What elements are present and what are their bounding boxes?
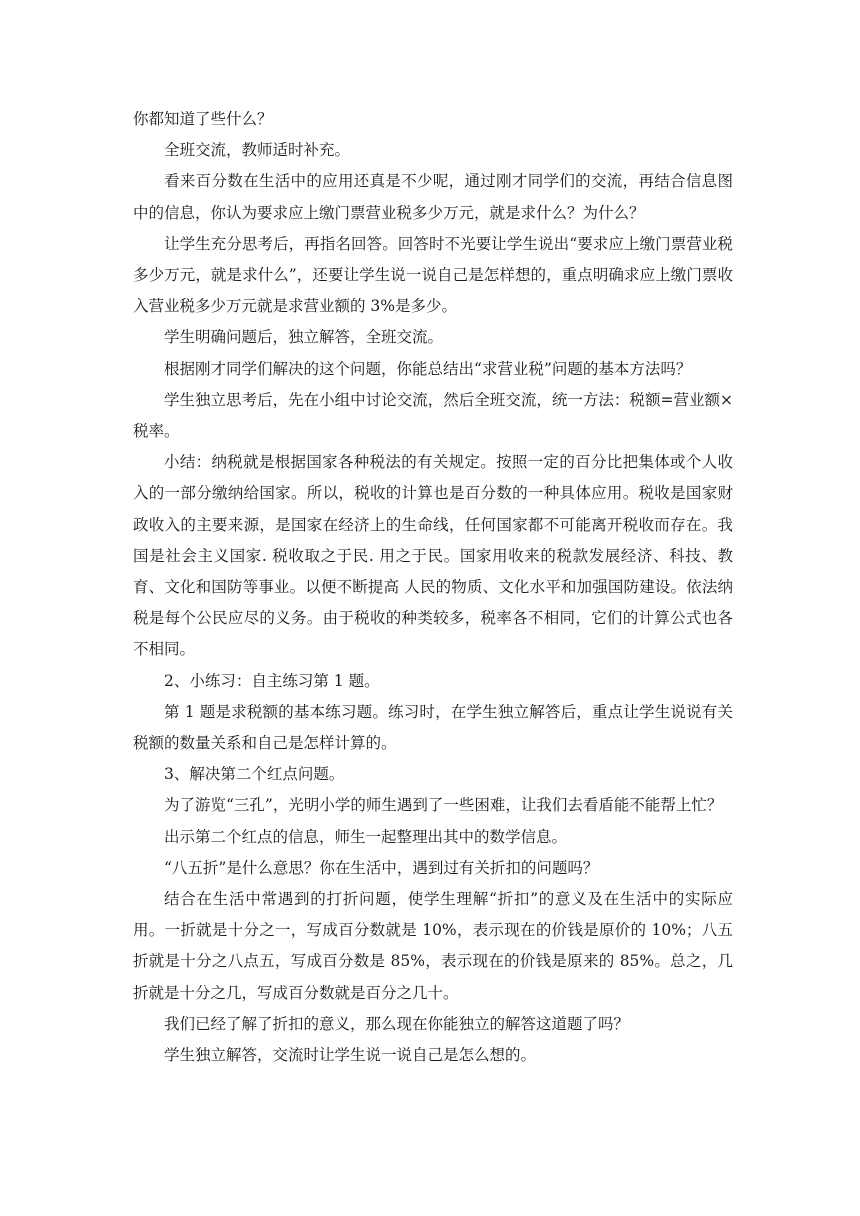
paragraph: 让学生充分思考后，再指名回答。回答时不光要让学生说出“要求应上缴门票营业税多少万元，就是求什么”，还要让学生说一说自己是怎样想的，重点明确求应上缴门票收入营业税多少万元就是求营业额的 3%是多少。 [133,234,733,316]
paragraph: 你都知道了些什么？ [133,110,273,128]
document-page [133,104,733,1071]
summary-paragraph: 小结：纳税就是根据国家各种税法的有关规定。按照一定的百分比把集体或个人收入的一部分缴纳给国家。所以，税收的计算也是百分数的一种具体应用。税收是国家财政收入的主要来源，是国家在经济上的生命线，任何国家都不可能离开税收而存在。我国是社会主义国家. 税收取之于民. 用之于民。国家用收来的税款发展经济、科技、教育、文化和国防等事业。以便不断提高 人民的物质、文化水平和加强国防建设。依法纳税是每个公民应尽的义务。由于税收的种类较多，税率各不相同，它们的计算公式也各不相同。 [133,453,733,659]
paragraph: 学生明确问题后，独立解答，全班交流。 [164,328,444,347]
paragraph: 根据刚才同学们解决的这个问题，你能总结出“求营业税”问题的基本方法吗？ [164,359,692,378]
section-heading: 2、小练习：自主练习第 1 题。 [164,671,380,690]
paragraph: 学生独立思考后，先在小组中讨论交流，然后全班交流，统一方法：税额=营业额×税率。 [133,390,733,441]
paragraph: 学生独立解答，交流时让学生说一说自己是怎么想的。 [164,1046,537,1065]
paragraph: 出示第二个红点的信息，师生一起整理出其中的数学信息。 [164,827,568,846]
paragraph: “八五折”是什么意思？你在生活中，遇到过有关折扣的问题吗？ [164,858,599,877]
paragraph: 结合在生活中常遇到的打折问题，使学生理解“折扣”的意义及在生活中的实际应用。一折就是十分之一，写成百分数就是 10%，表示现在的价钱是原价的 10%；八五折就是十分之八点五，写成百分数是 85%，表示现在的价钱是原来的 85%。总之，几折就是十分之几，写成百分数就是百分之几十。 [133,890,733,1002]
paragraph: 我们已经了解了折扣的意义，那么现在你能独立的解答这道题了吗？ [164,1014,630,1033]
paragraph: 第 1 题是求税额的基本练习题。练习时，在学生独立解答后，重点让学生说说有关税额的数量关系和自己是怎样计算的。 [133,702,733,753]
section-heading: 3、解决第二个红点问题。 [164,765,345,784]
paragraph: 看来百分数在生活中的应用还真是不少呢，通过刚才同学们的交流，再结合信息图中的信息，你认为要求应上缴门票营业税多少万元，就是求什么？为什么？ [133,172,733,222]
paragraph: 为了游览“三孔”，光明小学的师生遇到了一些困难，让我们去看盾能不能帮上忙？ [164,796,723,815]
paragraph: 全班交流，教师适时补充。 [164,141,351,160]
